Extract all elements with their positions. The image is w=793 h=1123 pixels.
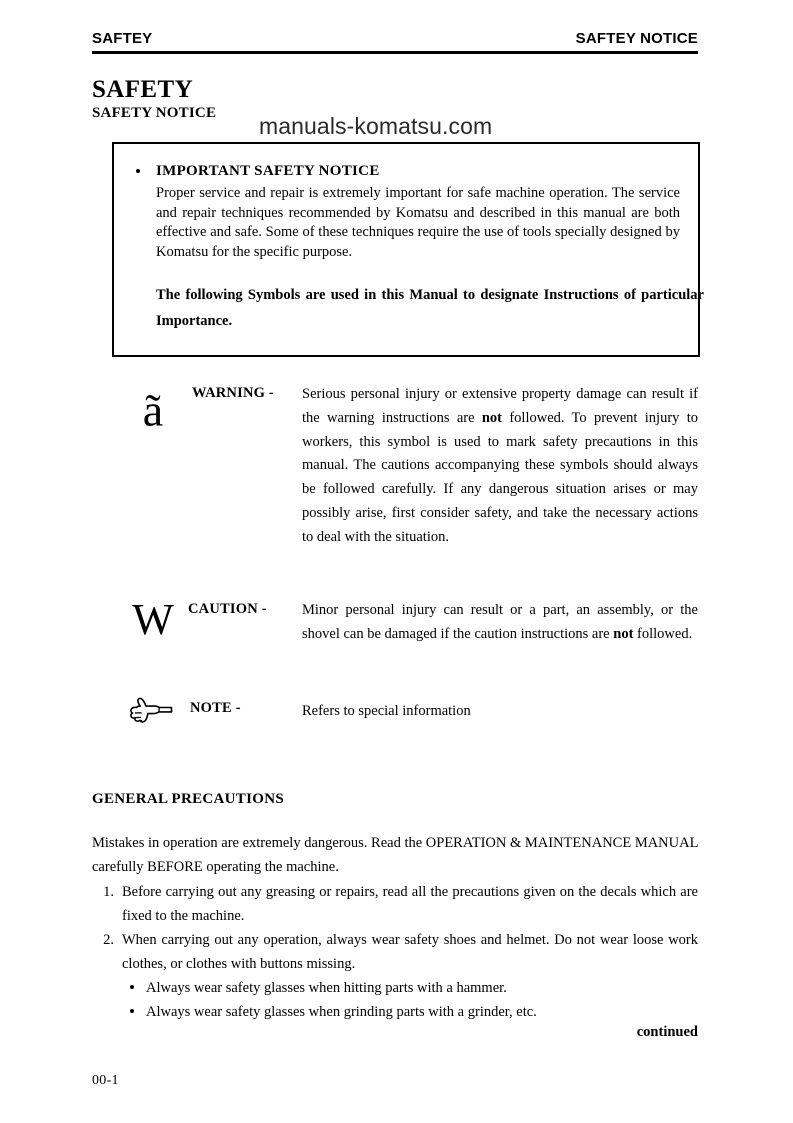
continued-label: continued	[636, 1024, 698, 1040]
note-description: Refers to special information	[302, 703, 471, 719]
list-item-text: Always wear safety glasses when grinding parts with a grinder, etc.	[146, 1004, 537, 1020]
caution-description	[302, 599, 698, 647]
header-rule	[92, 51, 698, 54]
warning-text-bold: not	[481, 409, 503, 426]
caution-text-lead: Minor personal injury can result or a part, an assembly, or the shovel can be damaged if the caution instructions are	[302, 602, 698, 642]
notice-body-text: Proper service and repair is extremely important for safe machine operation. The service and repair techniques recommended by Komatsu and described in this manual are both effective and safe. Some of these techniques require the use of tools specially designed by Komatsu for the specific purpose.	[156, 185, 680, 260]
list-item	[92, 1000, 698, 1024]
warning-label: WARNING -	[192, 385, 274, 401]
running-header	[92, 30, 698, 54]
list-item-number: 1.	[103, 884, 114, 900]
watermark-text: manuals-komatsu.com	[259, 113, 493, 139]
list-item	[92, 976, 698, 1000]
list-item-text: Always wear safety glasses when hitting parts with a hammer.	[146, 980, 507, 996]
notice-heading: IMPORTANT SAFETY NOTICE	[156, 163, 380, 179]
header-right-text: SAFTEY NOTICE	[575, 30, 698, 47]
bullet-dot-icon	[136, 169, 140, 173]
header-left-text: SAFTEY	[92, 30, 153, 47]
general-precautions-heading: GENERAL PRECAUTIONS	[92, 791, 284, 807]
notice-emphasis-text: The following Symbols are used in this Manual to designate Instructions of particular Importance.	[156, 287, 704, 329]
warning-description	[302, 383, 698, 550]
bullet-dot-icon	[130, 1009, 134, 1013]
warning-text-lead: Serious personal injury or extensive property damage can result if the warning instructions are	[302, 386, 698, 426]
list-item-number: 2.	[103, 932, 114, 948]
pointing-hand-icon	[128, 694, 174, 726]
note-label: NOTE -	[190, 700, 241, 716]
general-precautions-intro: Mistakes in operation are extremely dangerous. Read the OPERATION & MAINTENANCE MANUAL carefully BEFORE operating the machine.	[92, 835, 698, 875]
caution-text-tail: followed.	[633, 625, 693, 642]
list-item-text: When carrying out any operation, always wear safety shoes and helmet. Do not wear loose work clothes, or clothes with buttons missing.	[122, 932, 698, 972]
page-subtitle: SAFETY NOTICE	[92, 105, 217, 121]
bullet-dot-icon	[130, 985, 134, 989]
warning-triangle-symbol: ã	[142, 385, 164, 436]
list-item-text: Before carrying out any greasing or repairs, read all the precautions given on the decals which are fixed to the machine.	[122, 884, 698, 924]
list-item	[92, 928, 698, 976]
page-title: SAFETY	[92, 76, 194, 103]
important-safety-notice-box	[112, 142, 704, 357]
notice-bullet-row	[132, 162, 680, 262]
caution-symbol: W	[132, 595, 174, 644]
list-item	[92, 880, 698, 928]
warning-text-tail: followed. To prevent injury to workers, this symbol is used to mark safety precautions in this manual. The cautions accompanying these symbols should always be followed carefully. If any dangerous situation arises or may possibly arise, first consider safety, and take the necessary actions to deal with the situation.	[302, 409, 698, 545]
caution-text-bold: not	[613, 625, 634, 642]
general-precautions-list	[92, 880, 698, 1024]
caution-label: CAUTION -	[188, 601, 267, 617]
notice-box-content	[132, 162, 704, 334]
page-number: 00-1	[92, 1073, 119, 1088]
